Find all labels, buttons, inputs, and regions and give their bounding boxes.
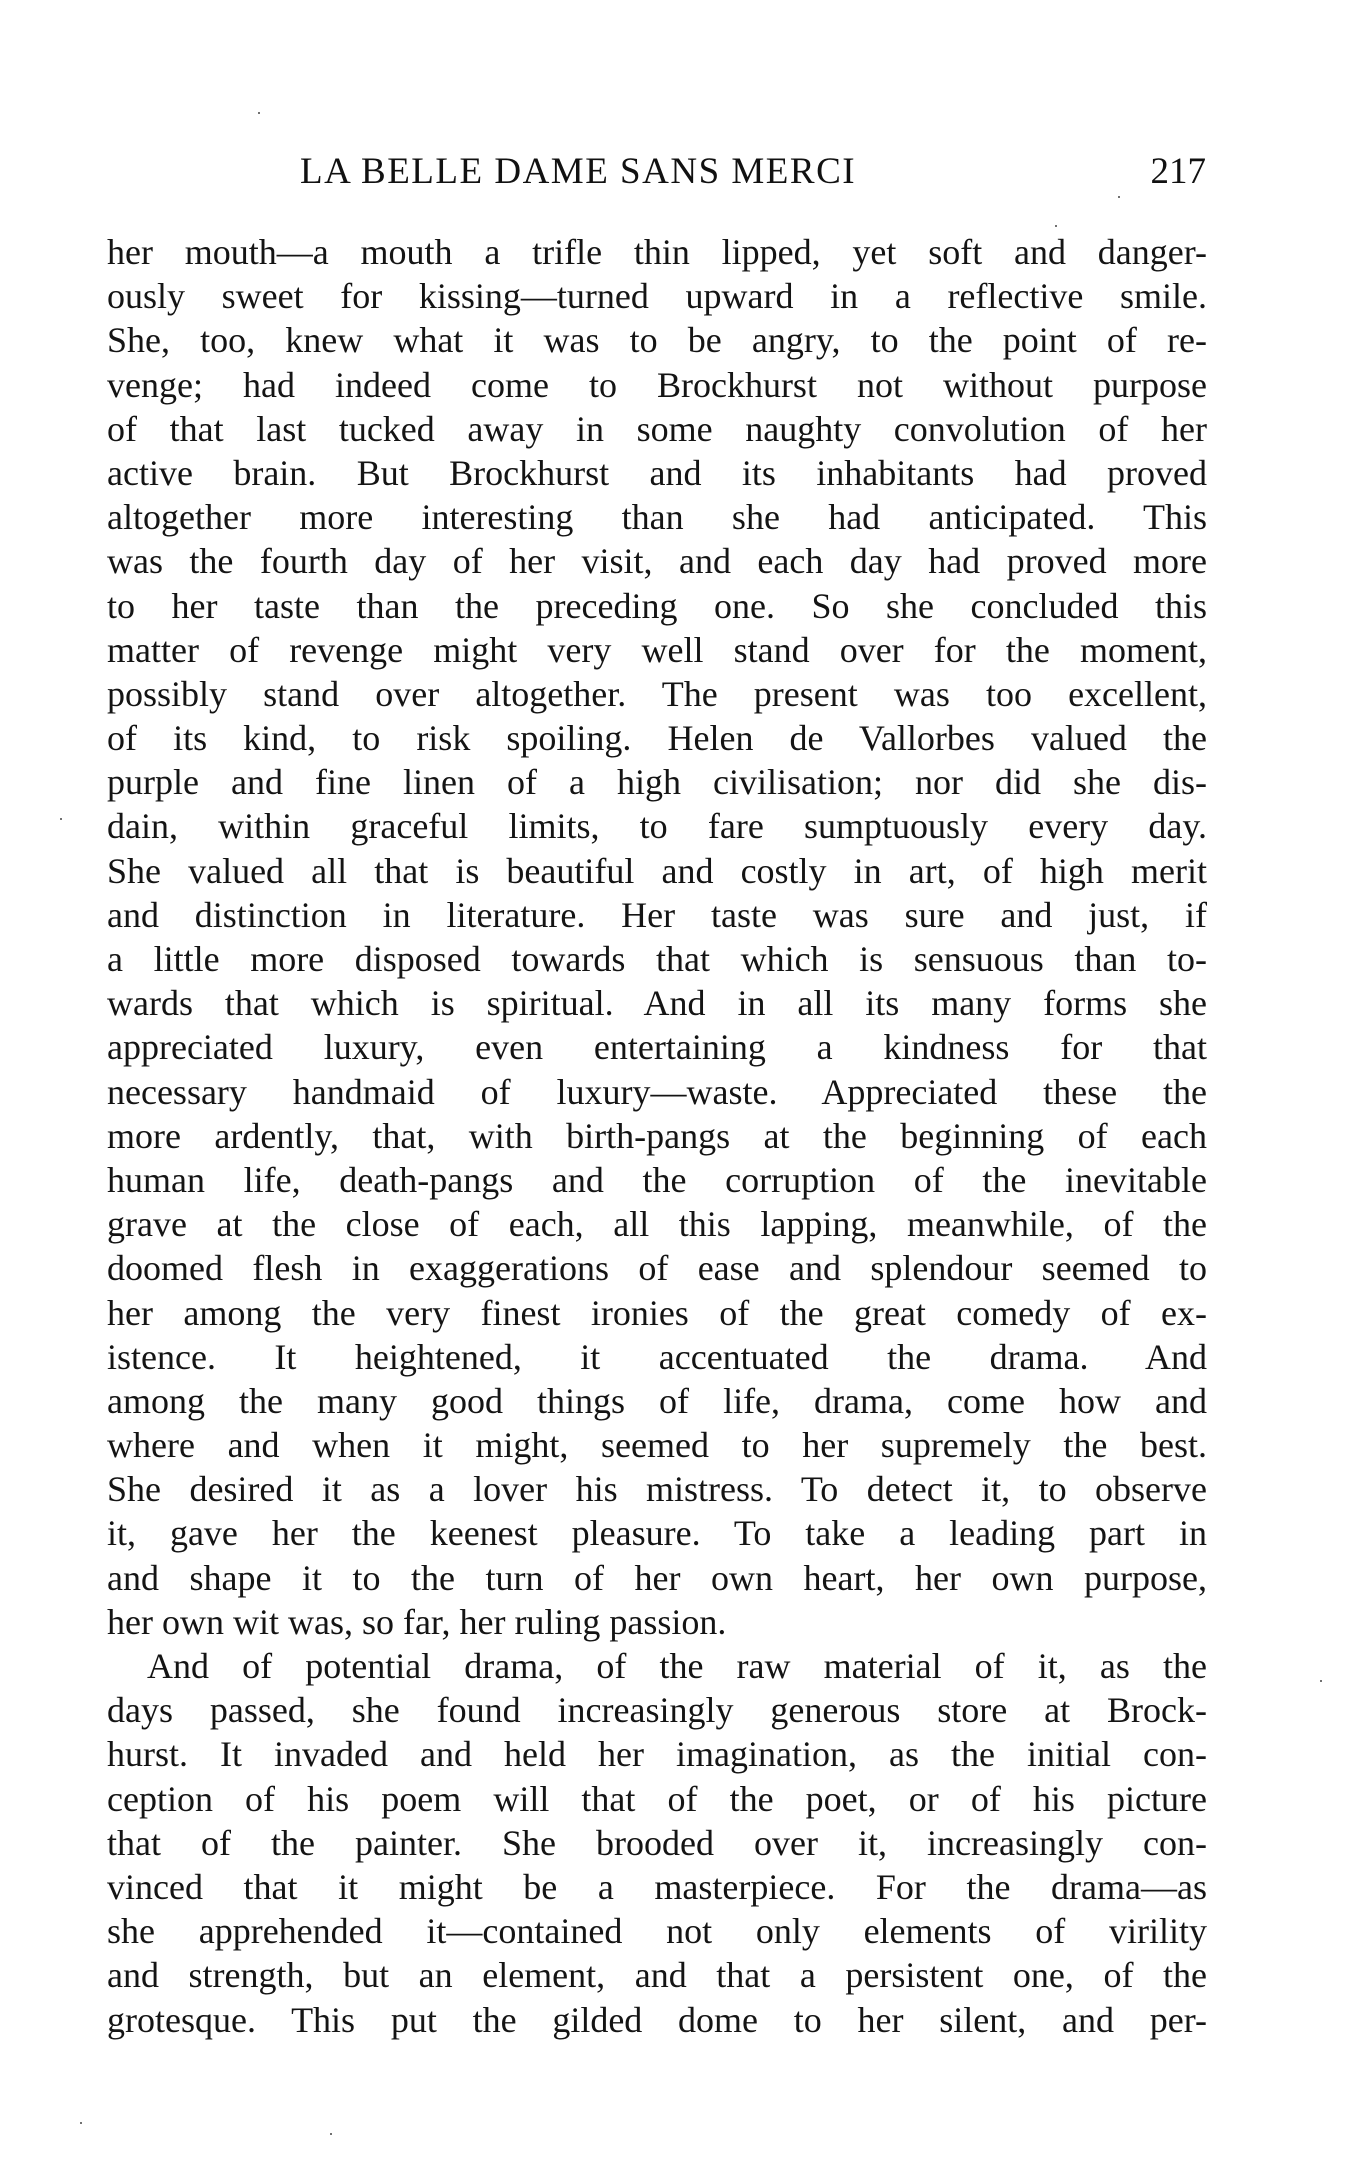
text-line: dain, within graceful limits, to fare sumptuously every day.	[107, 806, 1207, 847]
text-line: ously sweet for kissing—turned upward in a reflective smile.	[107, 276, 1207, 317]
running-title: LA BELLE DAME SANS MERCI	[300, 151, 857, 192]
text-line: her among the very finest ironies of the great comedy of ex-	[107, 1292, 1207, 1333]
text-line: matter of revenge might very well stand over for the moment,	[107, 629, 1207, 670]
text-line: human life, death-pangs and the corruption of the inevitable	[107, 1159, 1207, 1200]
text-line: grave at the close of each, all this lapping, meanwhile, of the	[107, 1204, 1207, 1245]
text-line: vinced that it might be a masterpiece. For the drama—as	[107, 1866, 1207, 1907]
text-line: she apprehended it—contained not only elements of virility	[107, 1911, 1207, 1952]
scan-speck	[60, 818, 62, 820]
paragraph-end-line: her own wit was, so far, her ruling passion.	[107, 1601, 727, 1642]
text-line: altogether more interesting than she had anticipated. This	[107, 497, 1207, 538]
scan-speck	[1118, 196, 1120, 198]
text-line: of that last tucked away in some naughty convolution of her	[107, 408, 1207, 449]
text-line: necessary handmaid of luxury—waste. Appreciated these the	[107, 1071, 1207, 1112]
text-line: it, gave her the keenest pleasure. To take a leading part in	[107, 1513, 1207, 1554]
page-number: 217	[1150, 151, 1206, 192]
text-line: She valued all that is beautiful and costly in art, of high merit	[107, 850, 1207, 891]
text-line: grotesque. This put the gilded dome to her silent, and per-	[107, 1999, 1207, 2040]
text-line: appreciated luxury, even entertaining a kindness for that	[107, 1027, 1207, 1068]
text-line: her mouth—a mouth a trifle thin lipped, yet soft and danger-	[107, 232, 1207, 272]
scan-speck	[80, 2122, 82, 2124]
text-line: wards that which is spiritual. And in all its many forms she	[107, 983, 1207, 1024]
text-line: doomed flesh in exaggerations of ease and splendour seemed to	[107, 1248, 1207, 1289]
text-line: among the many good things of life, drama, come how and	[107, 1380, 1207, 1421]
text-line: hurst. It invaded and held her imagination, as the initial con-	[107, 1734, 1207, 1775]
text-line: more ardently, that, with birth-pangs at the beginning of each	[107, 1115, 1207, 1156]
text-line: possibly stand over altogether. The present was too excellent,	[107, 673, 1207, 714]
paragraph-start-line: And of potential drama, of the raw material of it, as the	[147, 1646, 1207, 1686]
text-line: istence. It heightened, it accentuated the drama. And	[107, 1336, 1207, 1377]
text-line: was the fourth day of her visit, and each day had proved more	[107, 541, 1207, 582]
running-head	[300, 150, 1206, 194]
text-line: and distinction in literature. Her taste was sure and just, if	[107, 894, 1207, 935]
body-text	[107, 230, 1207, 2042]
text-line: to her taste than the preceding one. So she concluded this	[107, 585, 1207, 626]
text-line: ception of his poem will that of the poet, or of his picture	[107, 1778, 1207, 1819]
text-line: She, too, knew what it was to be angry, to the point of re-	[107, 320, 1207, 361]
scan-speck	[258, 112, 260, 114]
text-line: days passed, she found increasingly generous store at Brock-	[107, 1690, 1207, 1731]
text-line: a little more disposed towards that which is sensuous than to-	[107, 939, 1207, 979]
text-line: active brain. But Brockhurst and its inhabitants had proved	[107, 452, 1207, 493]
text-line: and strength, but an element, and that a persistent one, of the	[107, 1955, 1207, 1996]
text-line: She desired it as a lover his mistress. To detect it, to observe	[107, 1469, 1207, 1510]
text-line: and shape it to the turn of her own heart, her own purpose,	[107, 1557, 1207, 1598]
text-line: purple and fine linen of a high civilisation; nor did she dis-	[107, 762, 1207, 803]
scan-speck	[330, 2133, 332, 2135]
text-line: of its kind, to risk spoiling. Helen de Vallorbes valued the	[107, 718, 1207, 759]
text-line: that of the painter. She brooded over it, increasingly con-	[107, 1822, 1207, 1863]
text-line: venge; had indeed come to Brockhurst not without purpose	[107, 364, 1207, 405]
scan-speck	[1055, 225, 1057, 227]
scan-speck	[1320, 1680, 1322, 1682]
text-line: where and when it might, seemed to her supremely the best.	[107, 1425, 1207, 1466]
